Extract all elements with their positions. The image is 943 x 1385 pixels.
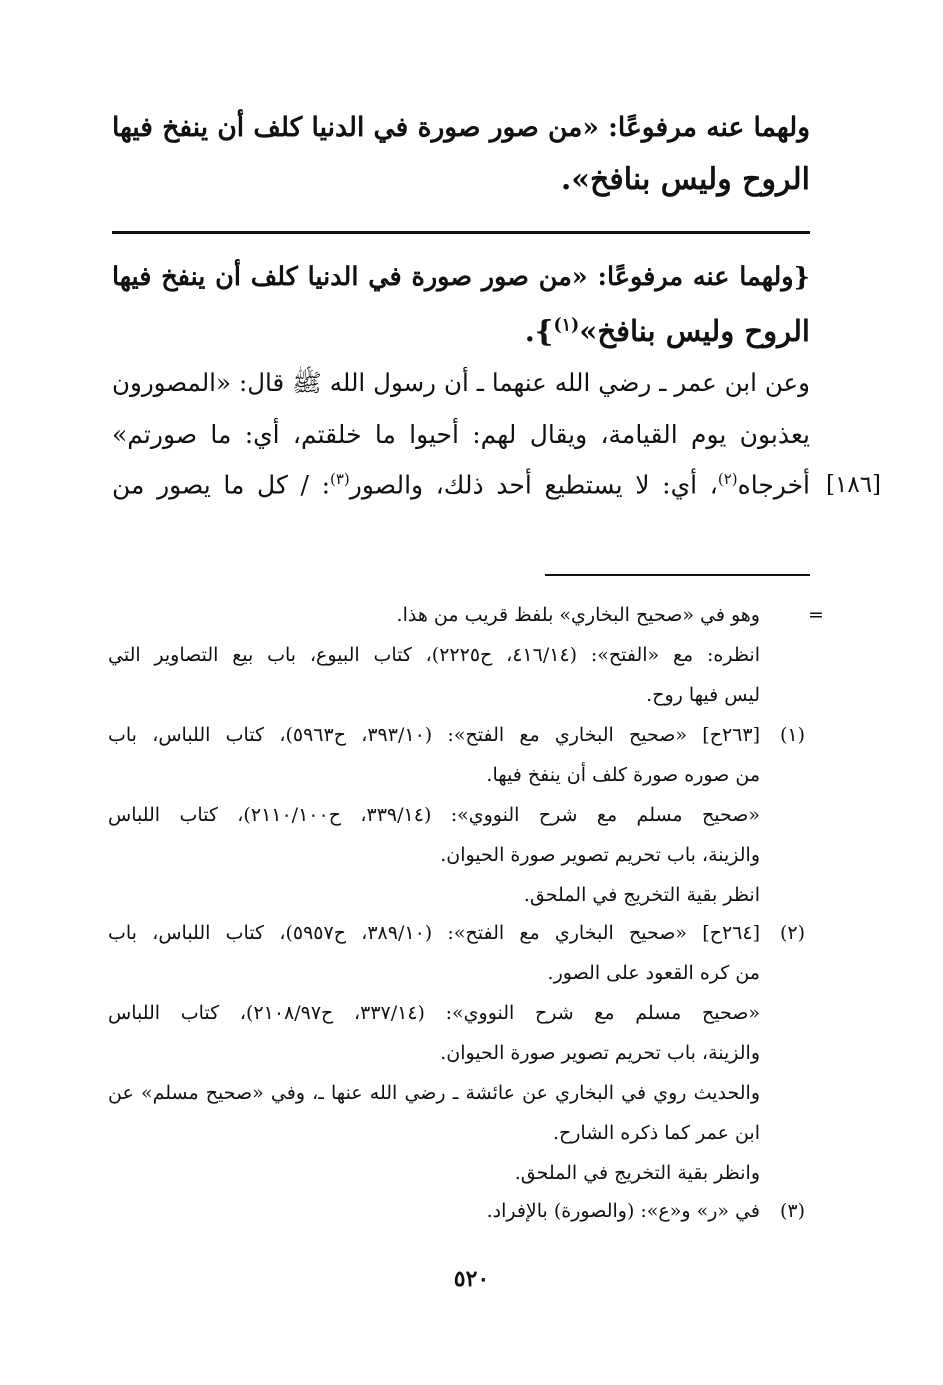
commentary-text-a: أخرجاه: [737, 470, 810, 500]
footnote-ref-2: (٢): [717, 470, 738, 488]
matn-line-2: الروح وليس بنافخ».: [560, 162, 810, 197]
footnote-1-line-2: من صوره صورة كلف أن ينفخ فيها.: [486, 764, 760, 786]
footnote-1-line-5: انظر بقية التخريج في الملحق.: [523, 884, 760, 906]
footnote-ref-3: (٣): [330, 470, 350, 488]
manuscript-folio-marker: [١٨٦]: [826, 472, 882, 498]
commentary-line-3: وعن ابن عمر ـ رضي الله عنهما ـ أن رسول الله ﷺ قال: «المصورون: [112, 368, 810, 397]
quoted-matn-text: الروح وليس بنافخ»: [579, 314, 810, 348]
footnote-2-line-5: والحديث روي في البخاري عن عائشة ـ رضي الله عنها ـ، وفي «صحيح مسلم» عن: [108, 1082, 760, 1104]
footnote-1-line-4: والزينة، باب تحريم تصوير صورة الحيوان.: [440, 844, 760, 866]
footnote-separator: [545, 574, 810, 576]
section-divider: [112, 231, 810, 234]
quoted-matn-line-1: {ولهما عنه مرفوعًا: «من صور صورة في الدنيا كلف أن ينفخ فيها: [112, 262, 810, 292]
footnote-cont-line-3: ليس فيها روح.: [646, 684, 760, 706]
footnote-1-line-1: [٢٦٣ح] «صحيح البخاري مع الفتح»: (٣٩٣/١٠، ح٥٩٦٣)، كتاب اللباس، باب: [108, 724, 761, 746]
commentary-text-b: ، أي: لا يستطيع أحد ذلك، والصور: [349, 470, 718, 500]
commentary-line-4: يعذبون يوم القيامة، ويقال لهم: أحيوا ما خلقتم، أي: ما صورتم»: [112, 420, 810, 449]
footnote-3-line-1: في «ر» و«ع»: (والصورة) بالإفراد.: [486, 1200, 760, 1222]
footnote-2-line-3: «صحيح مسلم مع شرح النووي»: (٣٣٧/١٤، ح٢١٠٨/٩٧)، كتاب اللباس: [108, 1002, 761, 1024]
footnote-2-line-4: والزينة، باب تحريم تصوير صورة الحيوان.: [440, 1042, 760, 1064]
quoted-matn-close: }.: [524, 314, 554, 348]
footnote-cont-line-1: وهو في «صحيح البخاري» بلفظ قريب من هذا.: [396, 604, 760, 626]
footnote-1-line-3: «صحيح مسلم مع شرح النووي»: (٣٣٩/١٤، ح٢١١٠/١٠٠)، كتاب اللباس: [108, 804, 761, 826]
matn-line-1: ولهما عنه مرفوعًا: «من صور صورة في الدنيا كلف أن ينفخ فيها: [112, 112, 810, 143]
footnote-3-number: (٣): [780, 1200, 806, 1222]
commentary-line-5: [112, 470, 810, 499]
quoted-matn-line-2: [412, 314, 810, 348]
footnote-2-line-1: [٢٦٤ح] «صحيح البخاري مع الفتح»: (٣٨٩/١٠، ح٥٩٥٧)، كتاب اللباس، باب: [108, 922, 761, 944]
commentary-text-c: : / كل ما يصور من: [112, 470, 330, 500]
footnote-2-number: (٢): [780, 922, 806, 944]
footnote-ref-1: (١): [553, 315, 580, 336]
footnote-2-line-7: وانظر بقية التخريج في الملحق.: [514, 1162, 760, 1184]
footnote-cont-line-2: انظره: مع «الفتح»: (٤١٦/١٤، ح٢٢٢٥)، كتاب البيوع، باب بيع التصاوير التي: [108, 644, 760, 666]
footnote-2-line-2: من كره القعود على الصور.: [547, 962, 760, 984]
footnote-continuation-mark: =: [808, 604, 824, 626]
footnote-2-line-6: ابن عمر كما ذكره الشارح.: [552, 1122, 760, 1144]
footnote-1-number: (١): [780, 724, 806, 746]
page-number: ٥٢٠: [453, 1266, 490, 1292]
